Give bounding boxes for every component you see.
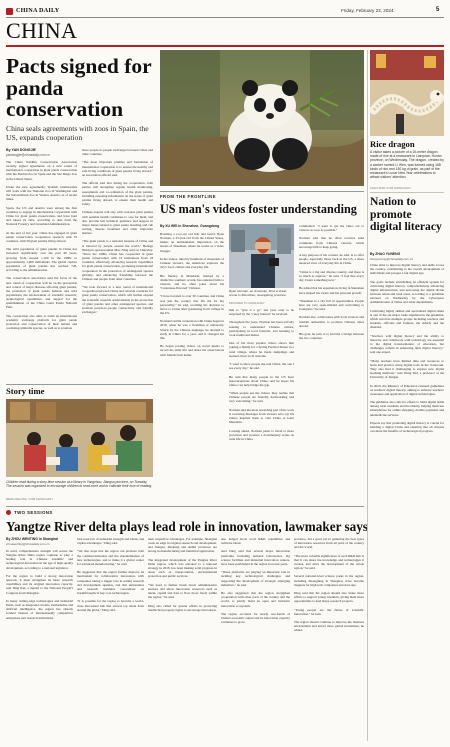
two-sessions-body-col3: their respective advantages. For example, Shanghai owns an edge in original research and development, and Jiangsu, Zhejiang and Anhui provinces are strong in manufacturing and industrial application. The integrated development of the Yangtze River Delta region, which was elevated to a national strategy in 2018, has been making solid progress in areas such as transportation, environmental protection and public services. "We need to further break down administrative barriers and allow innovation resources such as talent, capital and data to flow more freely within the region," he said. Ding also called for greater efforts in protecting intellectual property rights to encourage innovation. [148,537,217,612]
lead-email: yandongjie@chinadaily.com.cn [6,153,50,157]
rice-dragon-credit: ZHAO XIAN / FOR CHINA DAILY [370,186,412,190]
frontline-kicker: FROM THE FRONTLINE [160,194,216,199]
lead-headline: Pacts signed for panda conservation [6,54,152,121]
story-time-credit: MENG DELONG / FOR CHINA DAILY [6,497,54,501]
two-sessions-headline: Yangtze River delta plays lead role in innovation, lawmaker says [6,519,368,534]
section-red-bar [6,45,444,47]
rail-rule [370,192,444,193]
frontline-headline: US man's videos foster understanding [160,202,357,216]
frontline-top-rule [160,191,364,192]
logo: CHINA DAILY [16,7,60,14]
panda-photo [160,50,364,186]
two-sessions-email: zhouwenting@chinadaily.com.cn [6,542,50,546]
lead-subhead: China seals agreements with zoos in Spain, the US, expands cooperation [6,124,149,142]
two-sessions-body-col4: also helped boost local R&D capabilities and cultivate talent. And Ding said that several major innovation platforms, including national laboratories, big science facilities and industrial innovation centers, have been established in the region in recent years. "These platforms are playing an important role in tackling key technological challenges and supporting the development of strategic emerging industries," he said. He also suggested that the region strengthen cooperation with other parts of the country and the world, to jointly build an open and inclusive innovation ecosystem. The region accounts for nearly one-fourth of China's economic output and its innovation capacity continues to grow. [221,537,290,625]
story-time-caption: Children read during a story-time session at a library in Yangzhou, Jiangsu province, on Tuesday. The session was organized to encourage children to read more and to cultivate their love of reading. [6,480,153,489]
ryan-norman-credit: PROVIDED TO CHINA DAILY [229,302,265,305]
page-number: 5 [436,7,440,13]
story-time-photo [6,399,153,477]
two-sessions-top-rule [6,506,364,507]
logo-mark-icon [6,8,13,15]
two-sessions-label: TWO SESSIONS [14,509,53,515]
two-sessions-icon [6,510,11,515]
story-time-top-rule [6,384,153,385]
nation-email: zhaoyuneng@chinadaily.com.cn [370,257,414,261]
nation-body: China aims to improve digital literacy and skills across the country, contributing to the overall development of individuals and prosper a fair digital age. The goals include establishing an efficient system for cultivating digital literacy, comprehensively advancing digital infrastructure, and narrowing the digital divide between urban and rural areas, according to a guideline released on Wednesday by the Cyberspace Administration of China and other departments. Cultivating highly skilled and specialized digital talent is one of the six major tasks stipulated in the guideline, which involves multiple groups including teachers and students, officials and farmers, the elderly and the disabled. "Teachers with digital literacy and the ability to innovate and collaborate with technology are essential to the digital transformation of education, but challenges remain in enhancing their digital literacy," said one expert. "Many teachers have limited time and resources to learn and practice using digital tools in the classroom. They also find it challenging to explore new digital teaching methods," said Wang Wei, a professor at the University of Jiangsu. In 2023, the Ministry of Education released guidelines on teachers' digital literacy, aiming to enhance teachers' awareness and application of digital technologies. The guideline also calls for efforts to build digital skills among rural residents and the elderly, helping them use smartphones for online shopping, mobile payments and telemedicine services. Experts say that promoting digital literacy is crucial for building a digital China and ensuring that all citizens can share the benefits of technological progress. [370,263,444,434]
rice-dragon-title: Rice dragon [370,139,415,149]
frontline-body-col1: Boasting a root-cut red hair and beard, Ryan Norman, a 25-year-old from the United States, makes an unmistakable impression on the streets of Shenzhen, where he works as a video blogger. In the videos, liked by hundreds of thousands of Chinese viewers, the American explores the city's food, culture and everyday life. His fluency in Mandarin, marked by a distinctive southern accent, has endeared him to viewers, and he often jokes about his "Cantonese-flavored" Chinese. "I have traveled to over 30 countries, and China was just the country that fits me for my personality," he said, recalling his decision to move to China after graduating from college in the US. Norman's initial connection with China began in 2016, when he was a freshman at university. Struck by the Chinese language, he decided to study in China for a year, and it changed his life. He began posting videos on social media to record his daily life and share his observations with friends back home. [160,232,224,357]
rice-dragon-text: A visitor takes a picture of a 10-meter dragon made of rice at a restaurant in Lianyuan, Hunan province, on Wednesday. The dragon, created by a worker named Li Wen, was formed using 168 kinds of rice and 150 kg of grain, as part of the restaurant's Lunar New Year celebrations to attract visitors' attention. [370,150,444,180]
two-sessions-body-col2: best reservoir of industrial strength and talent, and capital advantages," Ding said. "We also hope that the region can promote both the commercialization and the standardization of new technologies, and to make it a global center for advanced manufacturing," he said. He suggested that the region further improve its mechanism for collaborative innovation, with companies taking a bigger role in setting research and development agendas, and that universities and research institutes concentrate on breakthroughs in key core technologies. "It is possible for the region to become a world-class innovation hub that attracts top talent from around the globe," Ding said. [77,537,144,612]
section-title: CHINA [6,18,78,43]
lead-byline: By YAN DONGJIE [6,148,36,152]
two-sessions-body-col5: province, did a good job in gathering the best types of innovation resources from all parts of the country and the world. "The more valuable significance of each R&D hub is that it can share the knowledge and technologies it creates, and drive the development of the whole region," he said. Several national-level science parks in the region, including Zhangjiang in Shanghai, have become magnets for high-tech companies and start-ups. Ding said that the region should also make more efforts to support young scientists, giving them more opportunities to lead major research projects. "Young people are the future of scientific innovation," he said. The region should continue to improve the business environment and attract more global investment, he added. [294,537,365,633]
lead-body-col1: The China Wildlife Conservation Association recently signed agreements on a new round of international cooperation in giant panda conservation with the Madrid Zoo in Spain and the San Diego Zoo in the United States. Under the new agreements, Spanish veterinarians will work with the National Zoo in Washington and the Schoenbrunn Zoo in Vienna, Austria, as of recent times. Spain, the US and Austria were among the first countries to engage in international cooperation with China for giant panda conservation, and have bred and raised 19 cubs, according to data from the National Forestry and Grassland Administration. At the end of last year, China has engaged in giant panda conservation cooperation research with 19 countries, with 58 giant pandas living abroad. The wild population of giant pandas in China has increased significantly over the past 40 years, growing from around 1,100 in the 1980s to approximately 1,900 individuals. The global captive population of giant pandas has reached 728, according to the administration. The conservation association said the focus of the new round of cooperation will be on the prevention and control of major diseases affecting giant pandas, the protection of giant panda habitats and wild populations, the advancement of scientific research, technological capabilities, and support for the establishment of the China Giant Panda National Park. The cooperation also aims to build an international academic exchange platform for giant panda protection and conservation of their habitat and coexisting umbrella species, as well as to promote [6,160,77,331]
nation-byline: By ZHAO YUNENG [370,252,401,256]
right-rail-separator [367,50,368,741]
nation-headline: Nation to promote digital literacy [370,195,442,234]
frontline-byline: By XU WEI in Shenzhen, Guangdong [160,224,220,228]
frontline-body-col2: him to "give it a go" last year, only to be surprised by the "crazy interest" he received. Throughout the years, Norman has been actively seeking to understand Chinese culture, participating in local festivals, and learning to cook traditional dishes. One of his most popular videos shows him joining a family for a Spring Festival dinner in a rural village, where he made dumplings and learned about local customs. "I want to show people the real China, the one I see every day," he said. He said that many people in the US have misconceptions about China, and he hopes his videos can help bridge the gap. "When people see the videos, they realize that Chinese people are friendly, hardworking and very welcoming," he said. Norman said the most rewarding part of his work is receiving messages from viewers who say his videos inspired them to visit China or learn Mandarin. Looking ahead, Norman plans to travel to more provinces and produce a documentary series on rural life in China. [229,308,295,441]
ryan-norman-photo [229,224,294,288]
two-sessions-body-col1: In solid, comprehensive strength will secure the Yangtze River Delta region continue to play a leading role in Chinese scientific and technological innovation in the age of high-quality development, according to a national legislator. For the region to build a strong innovation network, it must strengthen its basic research capabilities and its original innovation capacity, said Ding Kui, a deputy to the National People's Congress from Shanghai. In many cutting-edge technologies and industrial fields, such as integrated circuits, biomedicine and artificial intelligence, the region has already formed clusters of internationally competitive enterprises and research institutions. [6,549,73,620]
story-time-label: Story time [6,386,45,396]
frontline-body-col3: commented. "I want to get the video out to viewers as soon as possible." Norman said that he often receives kind comments from Chinese viewers, which encourage him to keep going. A key purpose of his content, he said, is to offer people, especially those back in the US, a more nuanced view of everyday life in China. "China is a big and diverse country, and there is so much to explore," he said. "I feel like every day I learn something new." He added that his experiences living in Shenzhen have shaped his career and his personal growth. "Shenzhen is a city full of opportunities. People here are very open-minded and welcoming to foreigners," he said. Norman also collaborates with local creators and tourism authorities to promote Chinese cities abroad. His goal, he said, is to become a bridge between the two countries. [299,224,364,341]
issue-date: Friday, February 23, 2024 [341,8,394,13]
ryan-norman-caption: Ryan Norman, an American, films a street scene in Shenzhen, Guangdong province. [229,289,287,297]
two-sessions-byline: By ZHOU WENTING in Shanghai [6,537,58,541]
lead-body-col2: more people-to-people exchanges between China and other countries. "The most important premise and foundation of international cooperation is to ensure the healthy and safe living conditions of giant pandas living abroad," an association official said. The official said that during the cooperation, both parties will strengthen regular health monitoring, assessments and co-ordination of the giant pandas, including releasing information on the status of giant pandas living abroad, to ensure their health and safety. Chinese experts will stay with overseas giant pandas with suitable health conditions to care for them, and also provide full technical guidance and support in major issues related to giant panda breeding and cub rearing, disease treatment and other important matters. "The giant panda is a national treasure of China and is beloved by people around the world," Hedega Nimiyan spokeswoman Mao Ning said on Thursday. "Since the 1990s, China has cooperated in giant panda conservation with 19 institutions from 18 countries, effectively advancing research capabilities for giant panda conservation, promoting international cooperation in the protection of endangered species globally, and enhancing friendship between the Chinese and people from other countries. "We look forward to a new round of international cooperation between China and relevant countries for giant panda conservation, which will further expand the scientific research achievements in the protection of giant pandas and other endangered species, and promote people-to-people connectivity and friendly exchanges." [82,148,153,315]
rice-dragon-photo [370,50,444,136]
